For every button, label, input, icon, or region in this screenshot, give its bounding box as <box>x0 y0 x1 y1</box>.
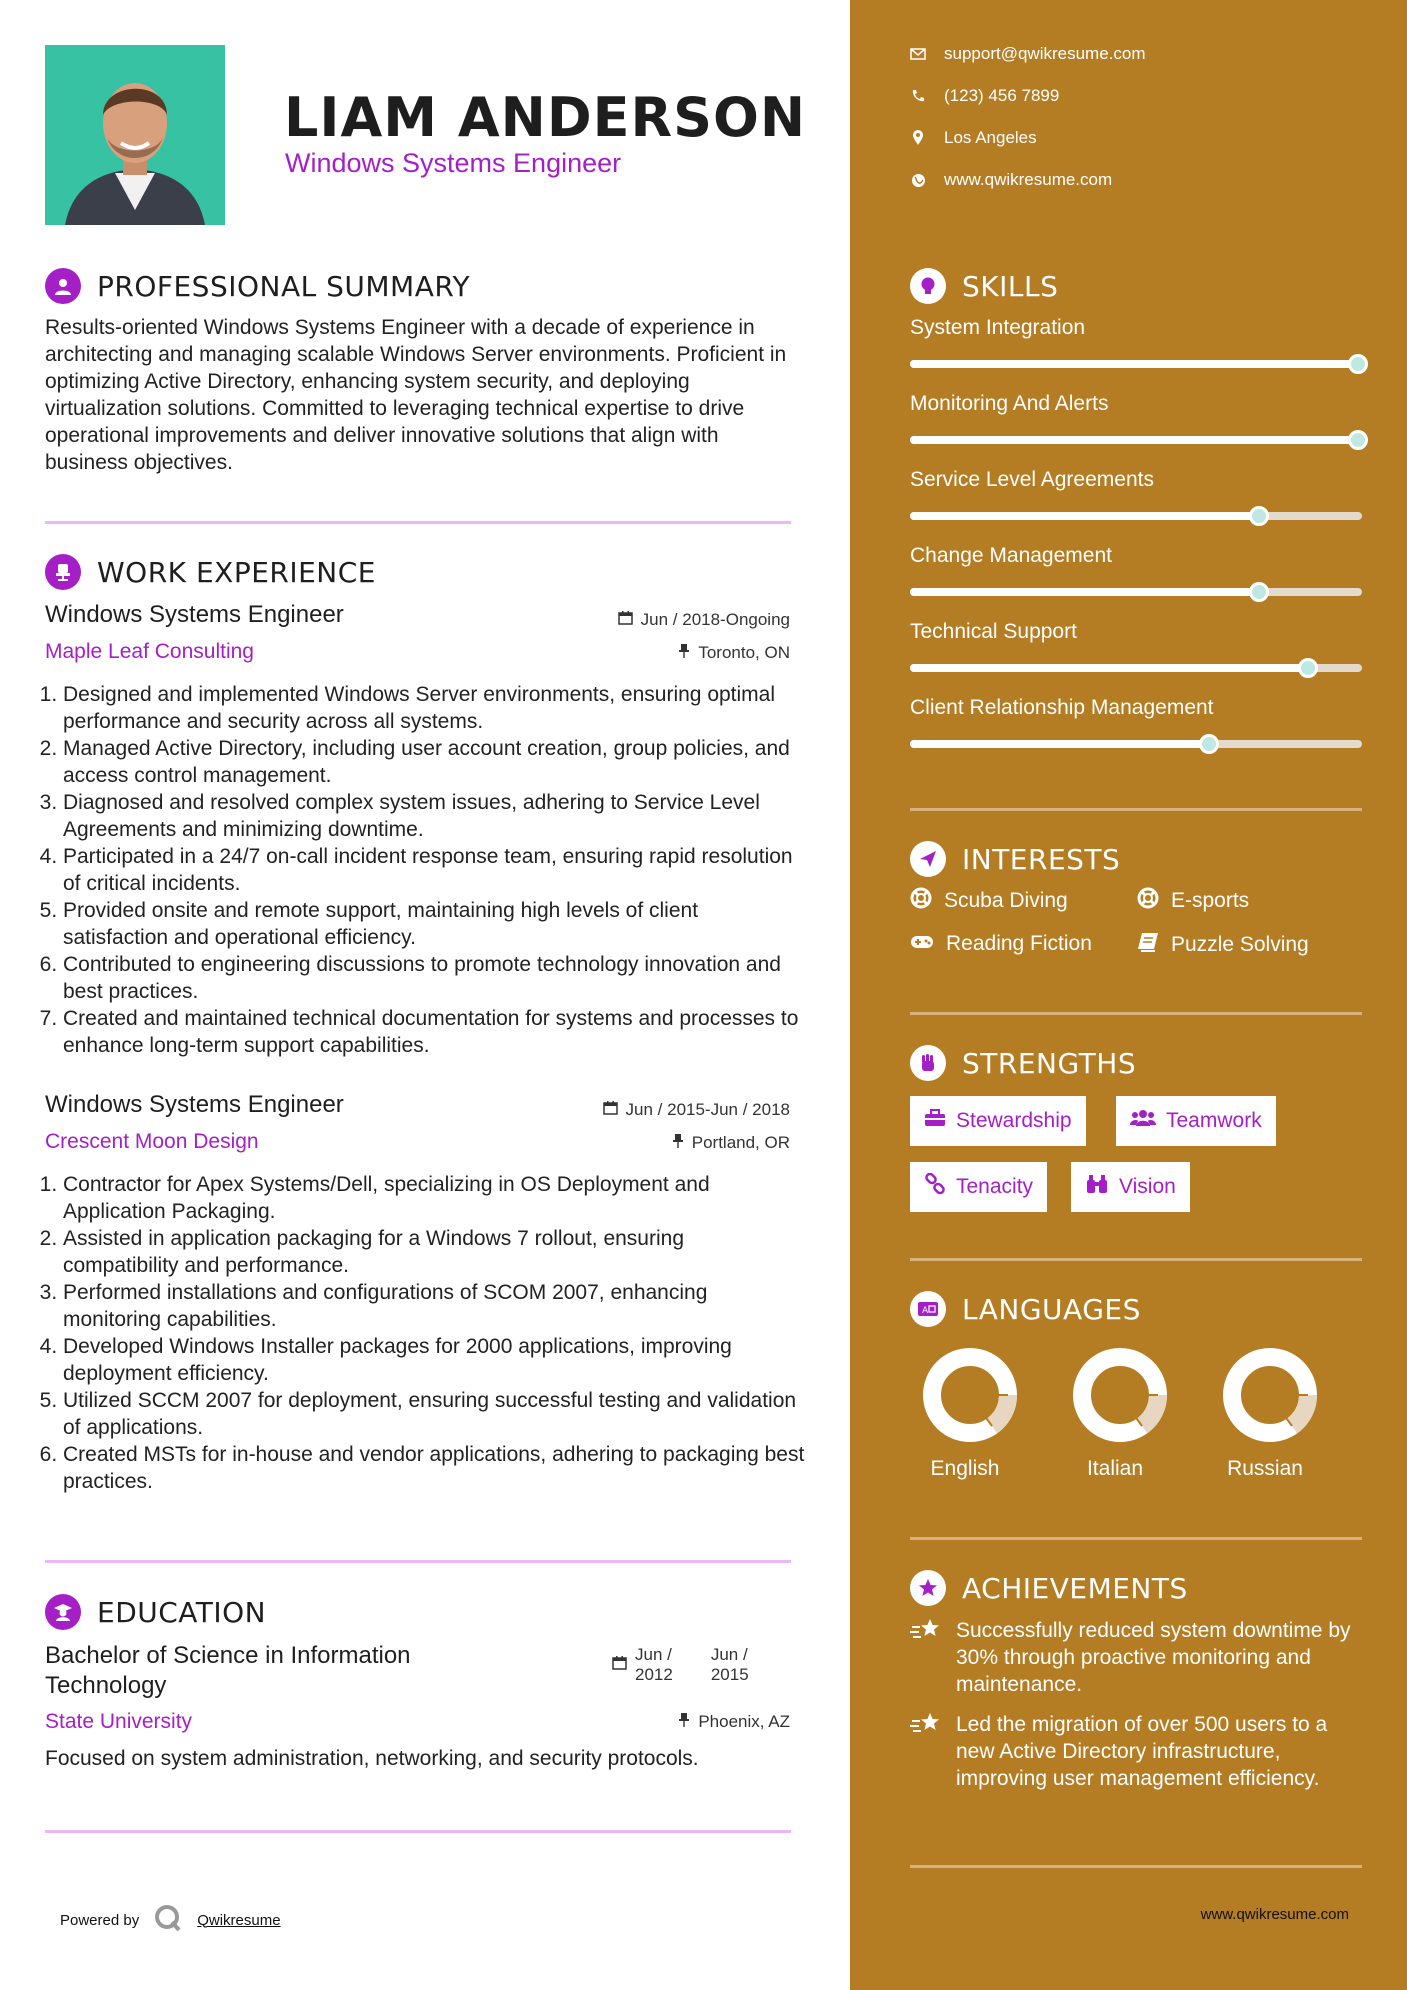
svg-text:A: A <box>922 1306 929 1316</box>
section-divider <box>45 521 791 524</box>
interest-item <box>910 932 1092 956</box>
skill-level-knob <box>1249 506 1269 526</box>
strength-chip <box>1071 1162 1190 1212</box>
language-ring <box>1215 1345 1325 1450</box>
interests-heading <box>910 841 1120 877</box>
link-icon <box>924 1173 946 1201</box>
section-divider <box>910 1012 1362 1015</box>
interests-title: INTERESTS <box>962 842 1121 876</box>
contact-website <box>910 170 1112 190</box>
interest-item <box>910 887 1068 915</box>
shooting-star-icon <box>910 1711 942 1792</box>
skill-label: Monitoring And Alerts <box>910 392 1109 415</box>
list-item: 2. Managed Active Directory, including user account creation, group policies, and access control management. <box>63 735 805 789</box>
binoculars-icon <box>1085 1174 1109 1200</box>
paper-plane-icon <box>910 841 946 877</box>
education-date-start <box>635 1645 673 1685</box>
education-location-text: Phoenix, AZ <box>698 1712 790 1731</box>
skill-level-bar <box>910 740 1362 748</box>
pin-icon <box>678 1712 690 1732</box>
location-text: Los Angeles <box>944 128 1037 147</box>
achievement-item <box>910 1617 1370 1698</box>
achievement-text: Successfully reduced system downtime by 30% through proactive monitoring and maintenance. <box>956 1619 1351 1696</box>
list-item: 4. Participated in a 24/7 on-call incident response team, ensuring rapid resolution of critical incidents. <box>63 843 805 897</box>
achievements-title: ACHIEVEMENTS <box>962 1571 1188 1605</box>
skill-label: System Integration <box>910 316 1086 339</box>
date-part: 2015 <box>710 1665 749 1684</box>
date-part: 2012 <box>635 1665 673 1684</box>
section-divider <box>910 808 1362 811</box>
company-name: Maple Leaf Consulting <box>45 640 254 663</box>
skill-level-fill <box>910 588 1263 596</box>
skill-level-knob <box>1348 430 1368 450</box>
achievement-item <box>910 1711 1370 1792</box>
lightbulb-icon <box>910 268 946 304</box>
contact-phone <box>910 86 1059 106</box>
degree-title-line: Bachelor of Science in Information <box>45 1642 411 1669</box>
email-text[interactable]: support@qwikresume.com <box>944 44 1146 63</box>
strengths-title: STRENGTHS <box>962 1046 1137 1080</box>
date-part: Jun / <box>710 1645 748 1664</box>
strength-label: Vision <box>1119 1175 1176 1198</box>
users-icon <box>1130 1109 1156 1133</box>
summary-title: PROFESSIONAL SUMMARY <box>97 269 471 303</box>
shooting-star-icon <box>910 1617 942 1698</box>
language-ring <box>1065 1345 1175 1450</box>
job-location-text: Toronto, ON <box>698 643 790 662</box>
skill-level-fill <box>910 512 1263 520</box>
skill-label: Technical Support <box>910 620 1077 643</box>
strength-chip <box>910 1096 1086 1146</box>
school-name: State University <box>45 1710 193 1733</box>
calendar-icon <box>612 1655 627 1675</box>
list-item: 6. Contributed to engineering discussions to promote technology innovation and best practices. <box>63 951 805 1005</box>
interest-label: E-sports <box>1171 889 1250 912</box>
contact-email <box>910 44 1146 64</box>
company-name: Crescent Moon Design <box>45 1130 259 1153</box>
section-divider <box>910 1537 1362 1540</box>
education-title: EDUCATION <box>97 1595 267 1629</box>
job-location <box>672 1133 790 1153</box>
skill-level-fill <box>910 436 1362 444</box>
skill-label: Client Relationship Management <box>910 696 1214 719</box>
skill-level-fill <box>910 664 1312 672</box>
work-title: WORK EXPERIENCE <box>97 555 376 589</box>
calendar-icon <box>618 610 633 630</box>
degree-title <box>45 1641 411 1701</box>
powered-by <box>60 1903 281 1937</box>
education-description: Focused on system administration, networking, and security protocols. <box>45 1747 699 1770</box>
education-heading <box>45 1594 266 1630</box>
skill-level-bar <box>910 512 1362 520</box>
contact-location <box>910 128 1037 148</box>
pin-icon <box>678 643 690 663</box>
achievement-text: Led the migration of over 500 users to a new Active Directory infrastructure, improving user management efficiency. <box>956 1713 1328 1790</box>
strength-chip <box>1116 1096 1276 1146</box>
section-divider <box>45 1830 791 1833</box>
job-date <box>603 1100 790 1120</box>
strength-chip <box>910 1162 1047 1212</box>
translate-icon <box>910 1291 946 1327</box>
phone-icon <box>910 88 926 104</box>
skills-heading <box>910 268 1058 304</box>
education-date <box>612 1645 749 1685</box>
summary-heading <box>45 268 470 304</box>
work-heading <box>45 554 376 590</box>
skills-title: SKILLS <box>962 269 1059 303</box>
interest-item <box>1137 932 1309 958</box>
job-duties <box>45 681 805 1059</box>
summary-text: Results-oriented Windows Systems Engineer with a decade of experience in architecting and managing scalable Windows Server environments. Proficient in optimizing Active Directory, enhancing system security, and deploying virtualization solutions. Committed to leveraging technical expertise to drive operational improvements and deliver innovative solutions that align with business objectives. <box>45 316 787 474</box>
list-item: 7. Created and maintained technical documentation for systems and processes to enhance long-term support capabilities. <box>63 1005 805 1059</box>
lifebuoy-icon <box>1137 887 1159 915</box>
skill-level-bar <box>910 588 1362 596</box>
lifebuoy-icon <box>910 887 932 915</box>
list-item: 6. Created MSTs for in-house and vendor applications, adhering to packaging best practices. <box>63 1441 805 1495</box>
achievements-heading <box>910 1570 1188 1606</box>
job-title: Windows Systems Engineer <box>45 601 344 628</box>
envelope-icon <box>910 46 926 62</box>
job-location-text: Portland, OR <box>691 1133 790 1152</box>
section-divider <box>910 1865 1362 1868</box>
toolbox-icon <box>924 1109 946 1133</box>
strength-label: Stewardship <box>956 1109 1072 1132</box>
candidate-role: Windows Systems Engineer <box>285 148 622 178</box>
interest-label: Reading Fiction <box>946 932 1092 955</box>
list-item: 3. Performed installations and configurations of SCOM 2007, enhancing monitoring capabilities. <box>63 1279 805 1333</box>
strengths-heading <box>910 1045 1136 1081</box>
language-ring <box>915 1345 1025 1450</box>
list-item: 4. Developed Windows Installer packages for 2000 applications, improving deployment efficiency. <box>63 1333 805 1387</box>
skill-level-bar <box>910 664 1362 672</box>
qwikresume-logo-icon <box>153 1903 183 1937</box>
education-location <box>678 1712 790 1732</box>
graduate-icon <box>45 1594 81 1630</box>
list-item: 1. Contractor for Apex Systems/Dell, specializing in OS Deployment and Application Packaging. <box>63 1171 805 1225</box>
skill-level-bar <box>910 436 1362 444</box>
skill-level-fill <box>910 360 1362 368</box>
list-item: 2. Assisted in application packaging for a Windows 7 rollout, ensuring compatibility and performance. <box>63 1225 805 1279</box>
strength-label: Teamwork <box>1166 1109 1262 1132</box>
briefcase-chair-icon <box>45 554 81 590</box>
list-item: 1. Designed and implemented Windows Server environments, ensuring optimal performance and security across all systems. <box>63 681 805 735</box>
qwikresume-link[interactable]: Qwikresume <box>197 1911 281 1929</box>
profile-photo <box>45 45 225 225</box>
pin-icon <box>672 1133 684 1153</box>
interest-item <box>1137 887 1249 915</box>
languages-title: LANGUAGES <box>962 1292 1141 1326</box>
book-icon <box>1137 932 1159 958</box>
strength-label: Tenacity <box>956 1175 1034 1198</box>
skill-level-knob <box>1249 582 1269 602</box>
languages-heading <box>910 1291 1141 1327</box>
skill-level-fill <box>910 740 1213 748</box>
user-icon <box>45 268 81 304</box>
calendar-icon <box>603 1100 618 1120</box>
list-item: 3. Diagnosed and resolved complex system issues, adhering to Service Level Agreements and minimizing downtime. <box>63 789 805 843</box>
skill-level-knob <box>1348 354 1368 374</box>
gamepad-icon <box>910 932 934 956</box>
job-date-text: Jun / 2015-Jun / 2018 <box>625 1100 790 1119</box>
footer-website[interactable]: www.qwikresume.com <box>1200 1906 1349 1923</box>
phone-text: (123) 456 7899 <box>944 86 1060 105</box>
map-pin-icon <box>910 130 926 146</box>
fist-icon <box>910 1045 946 1081</box>
section-divider <box>45 1560 791 1563</box>
section-divider <box>910 1258 1362 1261</box>
language-label: Italian <box>1086 1457 1144 1480</box>
language-label: English <box>930 1457 1000 1480</box>
job-date-text: Jun / 2018-Ongoing <box>640 610 790 629</box>
list-item: 5. Utilized SCCM 2007 for deployment, ensuring successful testing and validation of applications. <box>63 1387 805 1441</box>
list-item: 5. Provided onsite and remote support, maintaining high levels of client satisfaction and operational efficiency. <box>63 897 805 951</box>
skill-level-knob <box>1199 734 1219 754</box>
degree-title-line: Technology <box>45 1672 167 1699</box>
job-date <box>618 610 790 630</box>
star-icon <box>910 1570 946 1606</box>
language-label: Russian <box>1227 1457 1303 1480</box>
interest-label: Scuba Diving <box>944 889 1068 912</box>
skill-level-bar <box>910 360 1362 368</box>
job-title: Windows Systems Engineer <box>45 1091 344 1118</box>
powered-by-text: Powered by <box>60 1911 140 1929</box>
interest-label: Puzzle Solving <box>1171 933 1309 956</box>
candidate-name: LIAM ANDERSON <box>284 86 807 149</box>
education-date-end <box>711 1645 749 1685</box>
skill-label: Change Management <box>910 544 1112 567</box>
globe-icon <box>910 172 926 188</box>
job-duties <box>45 1171 805 1495</box>
website-text[interactable]: www.qwikresume.com <box>944 170 1113 189</box>
skill-label: Service Level Agreements <box>910 468 1154 491</box>
date-part: Jun / <box>635 1645 672 1664</box>
job-location <box>678 643 790 663</box>
